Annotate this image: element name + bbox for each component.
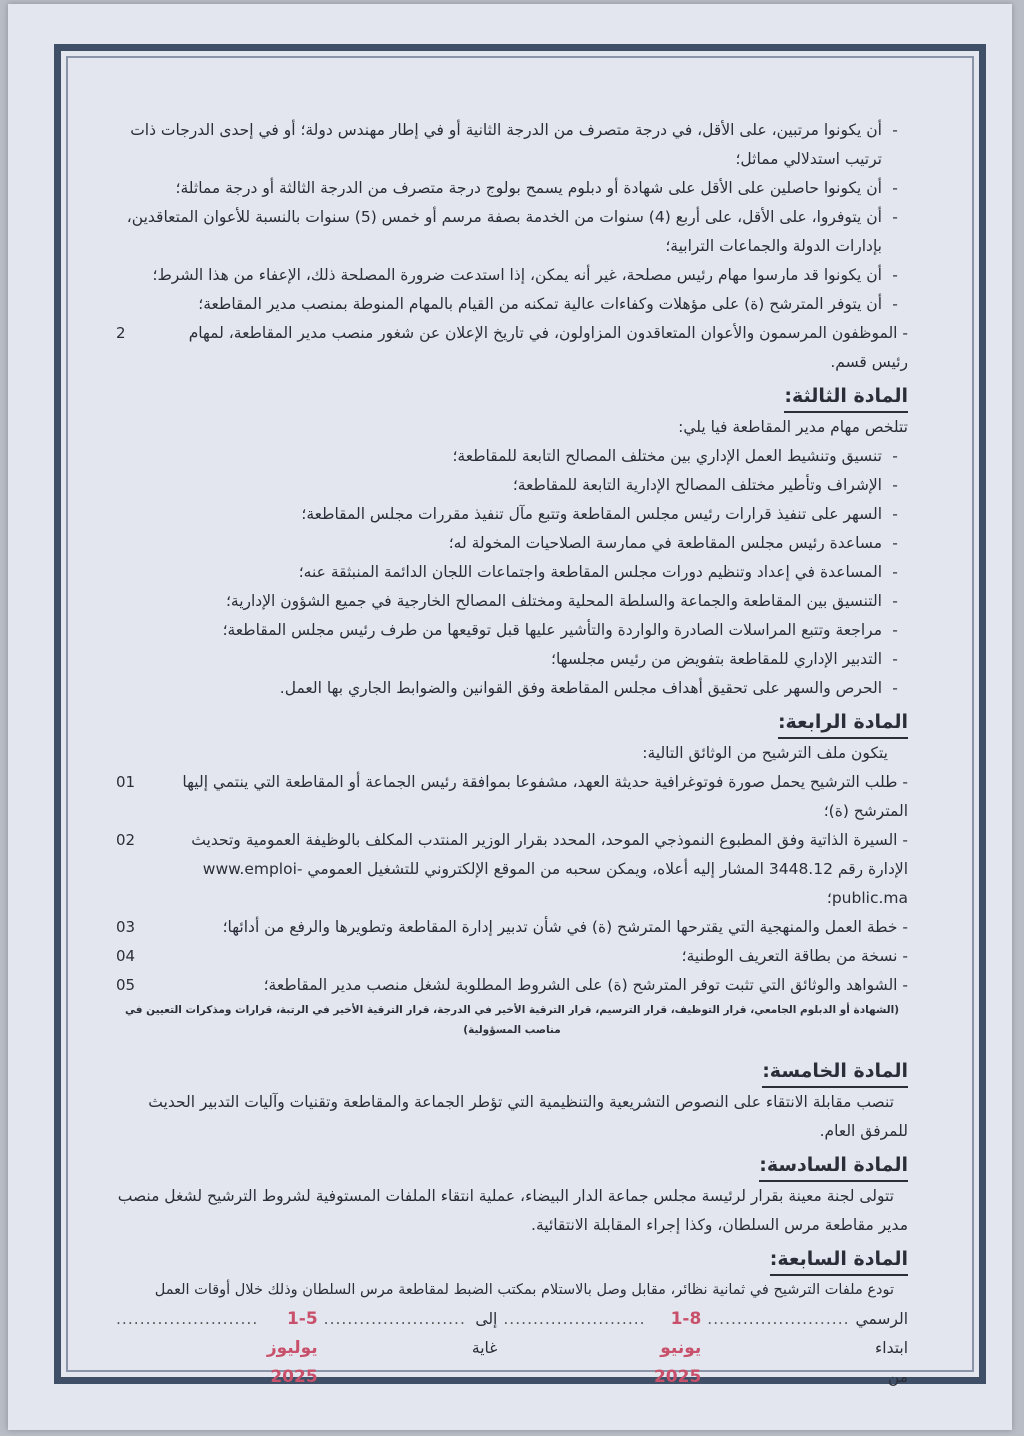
list-item: - الإشراف وتأطير مختلف المصالح الإدارية التابعة للمقاطعة؛ [512,476,898,494]
article-four-intro: يتكون ملف الترشيح من الوثائق التالية: [642,744,888,762]
document-item: - السيرة الذاتية وفق المطبوع النموذجي الموحد، المحدد بقرار الوزير المنتدب المكلف بالوظيفة العمومية وتحديث الإدارة رقم 3448.12 المشار إليه أعلاه، ويمكن سحبه من الموقع الإلكتروني للتشغيل العمومي www.emploi-public.ma؛ 02 [116,831,908,907]
condition-line: - أن يكونوا قد مارسوا مهام رئيس مصلحة، غير أنه يمكن، إذا استدعت ضرورة المصلحة ذلك، الإعفاء من هذا الشرط؛ [152,266,898,284]
from-label: الرسمي ابتداء من [855,1310,908,1386]
to-label: إلى غاية [471,1310,498,1357]
list-item: - تنسيق وتنشيط العمل الإداري بين مختلف المصالح التابعة للمقاطعة؛ [452,447,898,465]
list-item: - مساعدة رئيس مجلس المقاطعة في ممارسة الصلاحيات المخولة له؛ [448,534,898,552]
submission-dates: الرسمي ابتداء من ........................ 1-8 يونيو 2025 ........................ إلى غاية ........................ 1-5 يوليوز 2025 ........................ [116,1305,908,1392]
article-five-text: تنصب مقابلة الانتقاء على النصوص التشريعية والتنظيمية التي تؤطر الجماعة والمقاطعة وتقنيات وآليات التدبير الحديث للمرفق العام. [148,1093,908,1140]
document-item: - خطة العمل والمنهجية التي يقترحها المترشح (ة) في شأن تدبير إدارة المقاطعة وتطويرها والرفع من أدائها؛ 03 [116,918,908,936]
eligibility-conditions [116,116,908,377]
list-item: - التنسيق بين المقاطعة والجماعة والسلطة المحلية ومختلف المصالح الخارجية في جميع الشؤون الإدارية؛ [225,592,898,610]
condition-line: - أن يكونوا حاصلين على الأقل على شهادة أو دبلوم يسمح بولوج درجة متصرف من الدرجة الثالثة أو درجة مماثلة؛ [175,179,898,197]
condition-line: - أن يتوفر المترشح (ة) على مؤهلات وكفاءات عالية تمكنه من القيام بالمهام المنوطة بمنصب مدير المقاطعة؛ [198,295,898,313]
list-item: - الحرص والسهر على تحقيق أهداف مجلس المقاطعة وفق القوانين والضوابط الجاري بها العمل. [279,679,898,697]
list-item: - مراجعة وتتبع المراسلات الصادرة والواردة والتأشير عليها قبل توقيعها من طرف رئيس مجلس المقاطعة؛ [222,621,898,639]
document-item: - طلب الترشيح يحمل صورة فوتوغرافية حديثة العهد، مشفوعا بموافقة رئيس الجماعة أو المقاطعة التي ينتمي إليها المترشح (ة)؛ 01 [116,773,908,820]
condition-line: - أن يكونوا مرتبين، على الأقل، في درجة متصرف من الدرجة الثانية أو في إطار مهندس دولة؛ أو في إحدى الدرجات ذات ترتيب استدلالي مماثل؛ [130,121,898,168]
article-three-intro: تتلخص مهام مدير المقاطعة فيا يلي: [678,418,908,436]
article-three-heading: المادة الثالثة: [784,381,908,413]
item-two: - الموظفون المرسمون والأعوان المتعاقدون المزاولون، في تاريخ الإعلان عن شغور منصب مدير المقاطعة، لمهام رئيس قسم. 2 [116,324,908,371]
condition-line: - أن يتوفروا، على الأقل، على أربع (4) سنوات من الخدمة بصفة مرسم أو خمس (5) سنوات بالنسبة للأعوان المتعاقدين، بإدارات الدولة والجماعات الترابية؛ [126,208,898,255]
article-seven-heading: المادة السابعة: [770,1244,908,1276]
list-item: - التدبير الإداري للمقاطعة بتفويض من رئيس مجلسها؛ [551,650,898,668]
documents-list [116,768,908,1040]
document-body [116,116,908,1392]
document-item: - نسخة من بطاقة التعريف الوطنية؛ 04 [116,947,908,965]
article-seven-text: تودع ملفات الترشيح في ثمانية نظائر، مقابل وصل بالاستلام بمكتب الضبط لمقاطعة مرس السلطان وذلك خلال أوقات العمل [154,1282,894,1298]
article-five-heading: المادة الخامسة: [762,1056,908,1088]
list-item: - السهر على تنفيذ قرارات رئيس مجلس المقاطعة وتتبع مآل تنفيذ مقررات مجلس المقاطعة؛ [301,505,898,523]
article-four-heading: المادة الرابعة: [778,707,908,739]
list-item: - المساعدة في إعداد وتنظيم دورات مجلس المقاطعة واجتماعات اللجان الدائمة المنبثقة عنه؛ [298,563,898,581]
to-date-stamp: 1-5 يوليوز 2025 [266,1309,318,1387]
article-six-text: تتولى لجنة معينة بقرار لرئيسة مجلس جماعة الدار البيضاء، عملية انتقاء الملفات المستوفية لشروط الترشيح لشغل منصب مدير مقاطعة مرس السلطان، وكذا إجراء المقابلة الانتقائية. [117,1187,908,1234]
documents-note: (الشهادة أو الدبلوم الجامعي، قرار التوظيف، قرار الترسيم، قرار الترقية الأخير في الدرجة، قرار الترقية الأخير في الرتبة، قرارات ومذكرات التعيين في مناصب المسؤولية) [124,1004,900,1036]
article-six-heading: المادة السادسة: [759,1150,908,1182]
document-item: - الشواهد والوثائق التي تثبت توفر المترشح (ة) على الشروط المطلوبة لشغل منصب مدير المقاطعة؛ 05 [116,976,908,994]
article-three-list [116,442,908,703]
from-date-stamp: 1-8 يونيو 2025 [653,1309,702,1387]
